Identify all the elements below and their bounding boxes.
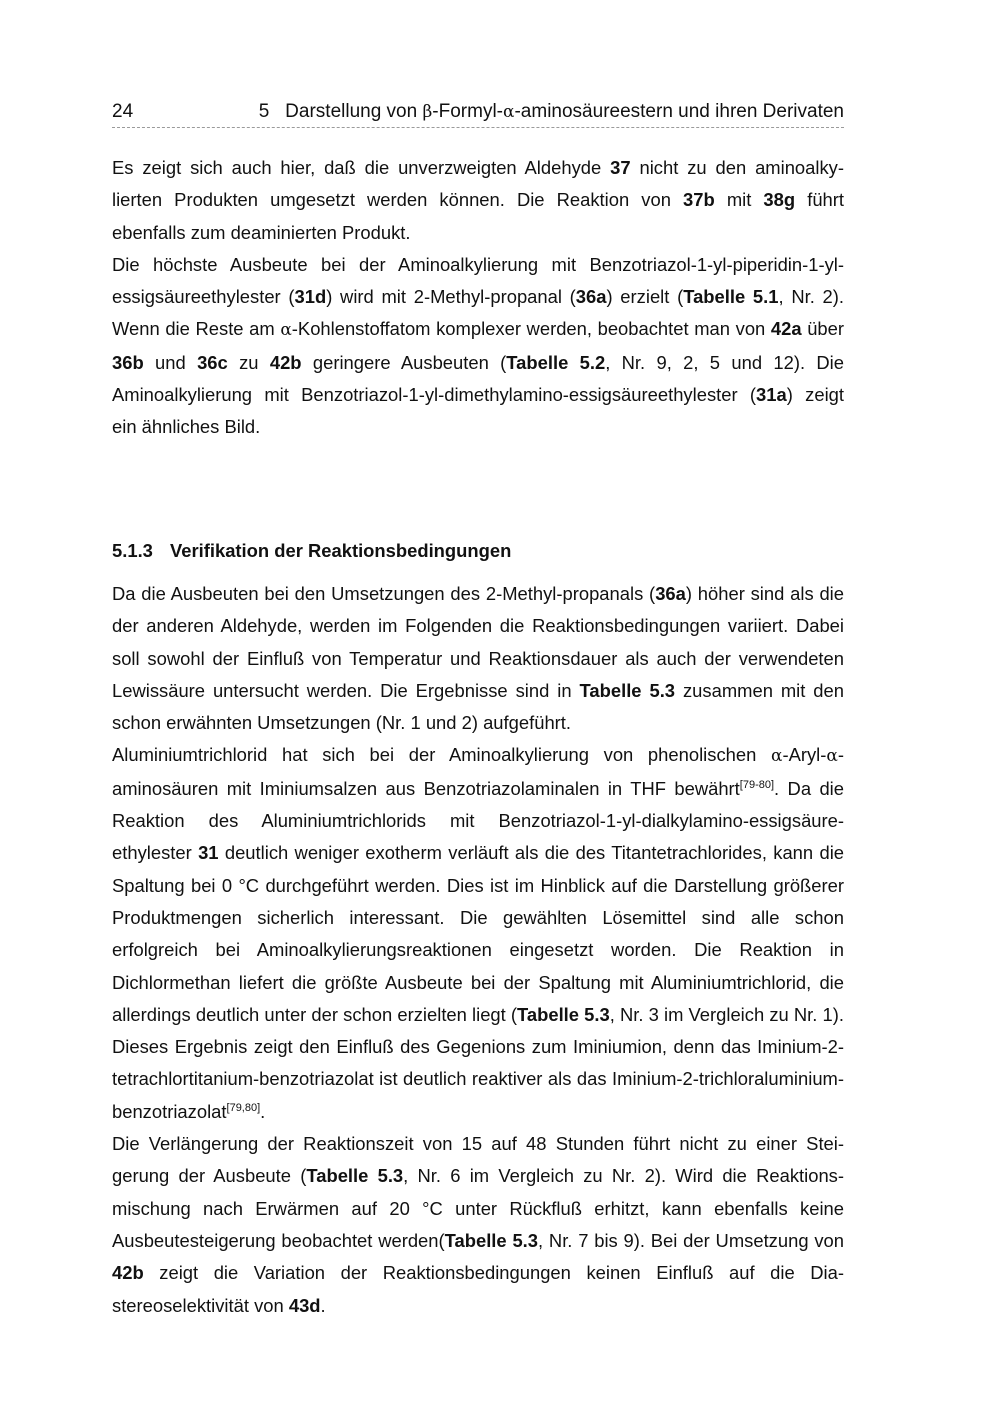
- compound-ref: 36b: [112, 351, 144, 373]
- alpha-symbol: α: [280, 320, 292, 341]
- section-heading: [112, 535, 511, 567]
- alpha-symbol: α: [503, 102, 515, 122]
- table-ref: Tabelle 5.3: [579, 679, 676, 701]
- table-ref: Tabelle 5.3: [444, 1229, 539, 1251]
- paragraph: Die höchste Ausbeute bei der Aminoalkylierung mit Benzotriazol-1-yl-piperidin-1-yl-essigsäureethylester (31d) wird mit 2-Methyl-propanal (36a) erzielt (Tabelle 5.1, Nr. 2). Wenn die Reste am α-Kohlenstoffatom komplexer werden, beobachtet man von 42a über 36b und 36c zu 42b geringere Ausbeuten (Tabelle 5.2, Nr. 9, 2, 5 und 12). Die Aminoalkylierung mit Benzotriazol-1-yl-dimethylamino-essigsäureethylester (31a) zeigt ein ähnliches Bild.: [112, 253, 845, 438]
- chapter-title: 5 Darstellung von β-Formyl-α-aminosäureestern und ihren Derivaten: [258, 101, 844, 122]
- compound-ref: 31a: [756, 384, 787, 406]
- compound-ref: 31: [198, 842, 219, 864]
- section-title: Verifikation der Reaktionsbedingungen: [170, 540, 512, 561]
- table-ref: Tabelle 5.3: [517, 1003, 610, 1025]
- compound-ref: 42b: [112, 1262, 144, 1284]
- compound-ref: 42b: [269, 351, 302, 373]
- compound-ref: 43d: [288, 1294, 321, 1316]
- compound-ref: 37b: [683, 189, 715, 211]
- compound-ref: 36a: [575, 286, 607, 308]
- citation: [79-80]: [739, 778, 775, 791]
- body-text-upper: [112, 152, 844, 444]
- compound-ref: 42a: [770, 318, 802, 340]
- section-number: 5.1.3: [112, 540, 153, 561]
- body-text-lower: [112, 578, 844, 1322]
- compound-ref: 37: [610, 157, 631, 178]
- compound-ref: 36c: [197, 351, 228, 373]
- paragraph: Es zeigt sich auch hier, daß die unverzweigten Aldehyde 37 nicht zu den aminoalky-lierten Produkten umgesetzt werden können. Die Reaktion von 37b mit 38g führt ebenfalls zum deaminierten Produkt.: [112, 157, 845, 243]
- alpha-symbol: α: [770, 746, 783, 767]
- alpha-symbol: α: [826, 746, 838, 767]
- compound-ref: 36a: [655, 583, 686, 604]
- citation: [79,80]: [226, 1101, 261, 1114]
- paragraph: Aluminiumtrichlorid hat sich bei der Aminoalkylierung von phenolischen α-Aryl-α-aminosäuren mit Iminiumsalzen aus Benzotriazolaminalen in THF bewährt[79-80]. Da die Reaktion des Aluminiumtrichlorids mit Benzotriazol-1-yl-dialkylamino-essigsäure-ethylester 31 deutlich weniger exotherm verläuft als die des Titantetrachlorides, kann die Spaltung bei 0 °C durchgeführt werden. Dies ist im Hinblick auf die Darstellung größerer Produktmengen sicherlich interessant. Die gewählten Lösemittel sind alle schon erfolgreich bei Aminoalkylierungsreaktionen eingesetzt worden. Die Reaktion in Dichlormethan liefert die größte Ausbeute bei der Spaltung mit Aluminiumtrichlorid, die allerdings deutlich unter der schon erzielten liegt (Tabelle 5.3, Nr. 3 im Vergleich zu Nr. 1). Dieses Ergebnis zeigt den Einfluß des Gegenions zum Iminiumion, denn das Iminium-2-tetrachlortitanium-benzotriazolat ist deutlich reaktiver als das Iminium-2-trichloraluminium-benzotriazolat[79,80].: [112, 744, 845, 1122]
- chapter-number: 5: [258, 101, 270, 122]
- compound-ref: 31d: [294, 286, 327, 308]
- paragraph: Da die Ausbeuten bei den Umsetzungen des 2-Methyl-propanals (36a) höher sind als die der anderen Aldehyde, werden im Folgenden die Reaktionsbedingungen variiert. Dabei soll sowohl der Einfluß von Temperatur und Reaktionsdauer als auch der verwendeten Lewissäure untersucht werden. Die Ergebnisse sind in Tabelle 5.3 zusammen mit den schon erwähnten Umsetzungen (Nr. 1 und 2) aufgeführt.: [112, 583, 844, 734]
- paragraph: Die Verlängerung der Reaktionszeit von 15 auf 48 Stunden führt nicht zu einer Stei-gerung der Ausbeute (Tabelle 5.3, Nr. 6 im Vergleich zu Nr. 2). Wird die Reaktions-mischung nach Erwärmen auf 20 °C unter Rückfluß erhitzt, kann ebenfalls keine Ausbeutesteigerung beobachtet werden(Tabelle 5.3, Nr. 7 bis 9). Bei der Umsetzung von 42b zeigt die Variation der Reaktionsbedingungen keinen Einfluß auf die Dia-stereoselektivität von 43d.: [112, 1133, 845, 1316]
- running-header: [112, 97, 844, 128]
- table-ref: Tabelle 5.3: [306, 1165, 404, 1187]
- table-ref: Tabelle 5.2: [506, 351, 606, 373]
- beta-symbol: β: [422, 102, 433, 122]
- table-ref: Tabelle 5.1: [683, 286, 779, 308]
- page-number: 24: [112, 101, 134, 122]
- compound-ref: 38g: [763, 189, 796, 211]
